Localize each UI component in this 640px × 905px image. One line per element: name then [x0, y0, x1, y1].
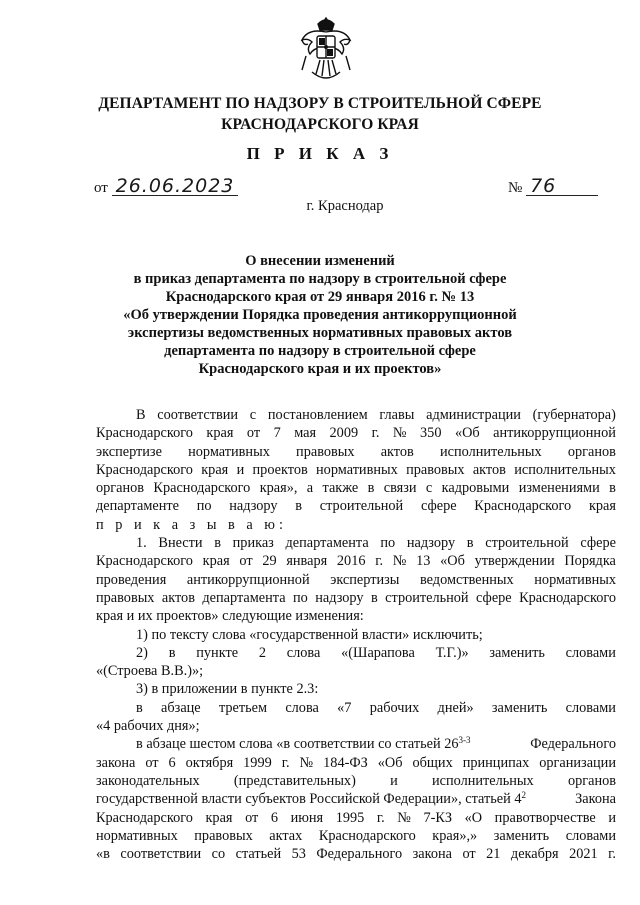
body-line [96, 479, 616, 497]
body-word: в [214, 535, 221, 552]
department-name-line1: ДЕПАРТАМЕНТ ПО НАДЗОРУ В СТРОИТЕЛЬНОЙ СФЕРЕ [98, 95, 542, 112]
body-word: строительной [385, 589, 469, 606]
body-line: «(Строева В.В.)»; [96, 663, 204, 680]
body-word: (губернатора) [532, 407, 616, 423]
body-word: мая [294, 425, 317, 442]
coat-of-arms-emblem [298, 14, 354, 86]
body-word: департамента [202, 589, 286, 606]
body-word: 184-ФЗ [323, 754, 368, 771]
body-word: нормативных [316, 461, 398, 478]
body-word: словами [565, 699, 616, 716]
body-word: 1995 [335, 809, 365, 826]
body-word: а [306, 480, 314, 497]
body-word: рабочих [369, 699, 420, 716]
body-word: экспертизы [330, 571, 400, 588]
body-word: со [211, 846, 226, 863]
body-word: от [245, 809, 259, 826]
body-word: «7 [337, 699, 352, 716]
body-word: 2016 [336, 553, 366, 570]
body-word: пункте [196, 644, 239, 661]
title-line: Краснодарского края от 29 января 2016 г. № 13 [165, 289, 475, 305]
body-word: г. [281, 754, 290, 771]
body-word: правовых [296, 443, 355, 460]
body-word: антикоррупционной [493, 425, 616, 442]
body-word: принципах [462, 754, 530, 771]
body-word: 2009 [329, 425, 359, 442]
body-word: заменить [493, 827, 550, 844]
body-word: дней» [437, 699, 474, 716]
body-word: в [367, 480, 375, 497]
body-line [96, 424, 616, 442]
body-line [96, 497, 616, 515]
body-word: изменениями [518, 480, 600, 497]
body-word: закона [96, 754, 136, 771]
body-word: края [588, 498, 616, 515]
body-word: в [370, 589, 378, 606]
body-word: надзору [315, 589, 364, 606]
body-word: июня [290, 809, 324, 826]
body-word: 2 [258, 644, 266, 661]
body-word: 13 [416, 553, 431, 570]
body-line [96, 809, 616, 827]
body-word: слова [286, 644, 321, 661]
body-word: от [239, 553, 253, 570]
body-word: исполнительных [431, 772, 534, 789]
body-line [96, 534, 616, 552]
body-word: г. [375, 553, 384, 570]
body-word: антикоррупционной [186, 571, 310, 588]
body-line: края и их проектов» следующие изменения: [96, 608, 364, 625]
body-word: 6 [270, 809, 278, 826]
body-word: сфере [420, 498, 457, 515]
body-word: 1999 [243, 754, 272, 771]
body-line [96, 845, 616, 863]
body-word: ведомственных [419, 571, 514, 588]
body-word: проведения [96, 571, 167, 588]
body-word: исполнительных [439, 443, 542, 460]
body-word: слова [285, 699, 319, 716]
body-line-command: п р и к а з ы в а ю: [96, 516, 287, 533]
body-word: 2) [136, 644, 148, 661]
body-word: также [322, 480, 359, 497]
body-word: «О [464, 809, 483, 826]
body-word: органов [567, 443, 616, 460]
body-word: № [392, 553, 407, 570]
body-word: края [201, 461, 229, 478]
body-word: В [136, 407, 146, 423]
document-body [96, 406, 616, 863]
body-word: в [136, 699, 143, 716]
body-word: надзору [229, 498, 278, 515]
body-word: актах [269, 827, 303, 844]
number-prefix: № [508, 180, 523, 196]
body-word: г. [371, 425, 380, 442]
body-word: правотворчестве [494, 809, 596, 826]
body-word: с [249, 407, 257, 423]
number-field [508, 177, 598, 197]
title-line: О внесении изменений [245, 253, 395, 269]
body-word: 7 [273, 425, 281, 442]
body-word: заменить [491, 699, 548, 716]
body-word: 6 [168, 754, 176, 771]
title-line: Краснодарского края и их проектов» [198, 361, 442, 377]
body-word: и [608, 809, 616, 826]
body-line [96, 461, 616, 479]
body-word: от [145, 754, 159, 771]
body-word: 21 [486, 846, 501, 863]
body-word: края», [259, 480, 298, 497]
body-line [96, 754, 616, 772]
body-word: в [609, 480, 616, 497]
body-word: 350 [420, 425, 442, 442]
body-word: словами [565, 644, 616, 661]
body-word: Краснодарского [96, 553, 193, 570]
body-word: органов [96, 480, 145, 497]
body-word: Федерального [316, 846, 403, 863]
document-type: П Р И К А З [246, 144, 394, 163]
body-line [96, 772, 616, 790]
title-line: экспертизы ведомственных нормативных правовых актов [127, 325, 513, 341]
body-word: строительной [485, 535, 569, 552]
body-word: № [397, 809, 411, 826]
body-word: абзаце [161, 699, 201, 716]
body-word: по [293, 589, 308, 606]
body-word: Краснодарского [96, 461, 193, 478]
body-word: проектов [252, 461, 308, 478]
body-word: словами [565, 827, 616, 844]
body-word: «в [96, 846, 110, 863]
body-word: Т.Г.)» [435, 644, 469, 661]
art26-text: в абзаце шестом слова «в соответствии со статьей 26$^{3-3}$ [136, 735, 471, 753]
body-word: в [295, 498, 303, 515]
body-word: связи [383, 480, 417, 497]
body-word: по [380, 535, 396, 552]
body-word: актов [380, 443, 414, 460]
body-word: общих [412, 754, 453, 771]
body-word: департаменте [96, 498, 179, 515]
body-word: в [168, 644, 176, 661]
city: г. Краснодар [306, 198, 384, 214]
body-word: Краснодарского [153, 480, 251, 497]
body-word: правовых [406, 461, 465, 478]
body-word: соответствии [120, 846, 202, 863]
body-word: утверждении [474, 553, 555, 570]
body-line [96, 571, 616, 589]
body-line [96, 406, 616, 424]
body-word: сфере [476, 589, 512, 606]
body-word: главы [379, 407, 415, 423]
body-word: 2021 [569, 846, 598, 863]
body-word: № [392, 425, 407, 442]
body-line [96, 552, 616, 570]
art4-text: государственной власти субъектов Российской Федерации», статьей $4^2$ [96, 790, 526, 808]
body-word: строительной [319, 498, 404, 515]
date-field [94, 177, 238, 197]
body-word: октября [185, 754, 234, 771]
body-word: 1. [136, 535, 147, 552]
body-word: по [196, 498, 212, 515]
body-line [96, 699, 616, 717]
art4-tail: Закона [575, 791, 616, 808]
body-word: кадровыми [441, 480, 510, 497]
body-word: органов [567, 772, 616, 789]
body-word: «(Шарапова [341, 644, 415, 661]
order-title [0, 252, 640, 378]
body-word: статьей [235, 846, 282, 863]
body-word: актов [472, 461, 506, 478]
body-word: администрации [426, 407, 521, 423]
body-word: 29 [262, 553, 277, 570]
body-word: Порядка [564, 553, 616, 570]
body-word: «Об [440, 553, 465, 570]
body-word: надзору [406, 535, 456, 552]
body-word: «Об [377, 754, 403, 771]
body-line: 3) в приложении в пункте 2.3: [136, 681, 319, 698]
body-word: третьем [218, 699, 268, 716]
body-word: края [205, 809, 233, 826]
body-word: с [425, 480, 433, 497]
body-word: и [236, 461, 245, 478]
body-word: Внести [158, 535, 203, 552]
body-word: заменить [489, 644, 545, 661]
title-line: в приказ департамента по надзору в строительной сфере [133, 271, 507, 287]
body-word: организации [539, 754, 616, 771]
body-word: правовых [194, 827, 253, 844]
body-word: Краснодарского [474, 498, 572, 515]
body-line [96, 443, 616, 461]
body-word: актов [161, 589, 195, 606]
body-word: экспертизе [96, 443, 162, 460]
body-word: в [466, 535, 474, 552]
body-word: нормативных [188, 443, 270, 460]
body-word: (представительных) [233, 772, 356, 789]
body-word: нормативных [534, 571, 616, 588]
body-line: 1) по тексту слова «государственной власти» исключить; [136, 626, 483, 643]
body-word: правовых [96, 589, 155, 606]
body-word: и [390, 772, 398, 789]
body-word: «Об [454, 425, 480, 442]
art26-tail: Федерального [530, 736, 616, 753]
department-name-line2: КРАСНОДАРСКОГО КРАЯ [221, 116, 419, 133]
body-word: сфере [580, 535, 616, 552]
date-handwritten: 26.06.2023 [112, 177, 239, 196]
body-line-art4 [96, 790, 616, 808]
number-handwritten: 76 [526, 177, 598, 196]
body-word: департамента [285, 535, 369, 552]
body-word: Краснодарского [519, 589, 616, 606]
body-word: края [202, 553, 230, 570]
body-word: от [462, 846, 476, 863]
body-word: г. [608, 846, 616, 863]
body-word: соответствии [157, 407, 239, 423]
body-word: исполнительных [514, 461, 616, 478]
body-word: края [206, 425, 234, 442]
body-word: приказ [232, 535, 274, 552]
title-line: департамента по надзору в строительной сфере [164, 343, 476, 359]
body-word: г. [376, 809, 385, 826]
body-line [96, 644, 616, 662]
department-name [0, 93, 640, 135]
body-word: января [286, 553, 328, 570]
body-word: постановлением [267, 407, 368, 423]
body-line-art26 [96, 735, 616, 753]
body-word: законодательных [96, 772, 200, 789]
art26-superscript: 3-3 [458, 735, 471, 746]
body-line [96, 827, 616, 845]
body-word: Краснодарского [318, 827, 416, 844]
body-word: от [246, 425, 261, 442]
date-prefix: от [94, 180, 108, 196]
body-line: «4 рабочих дня»; [96, 718, 200, 735]
body-word: декабря [510, 846, 559, 863]
body-line [96, 589, 616, 607]
body-word: Краснодарского [96, 425, 193, 442]
body-word: Краснодарского [96, 809, 193, 826]
body-word: 7-КЗ [423, 809, 453, 826]
body-word: № [299, 754, 314, 771]
body-word: 53 [291, 846, 306, 863]
art4-superscript: 2 [521, 790, 526, 801]
body-word: края»,» [432, 827, 478, 844]
body-word: закона [412, 846, 452, 863]
body-word: нормативных [96, 827, 178, 844]
title-line: «Об утверждении Порядка проведения антикоррупционной [123, 307, 517, 323]
